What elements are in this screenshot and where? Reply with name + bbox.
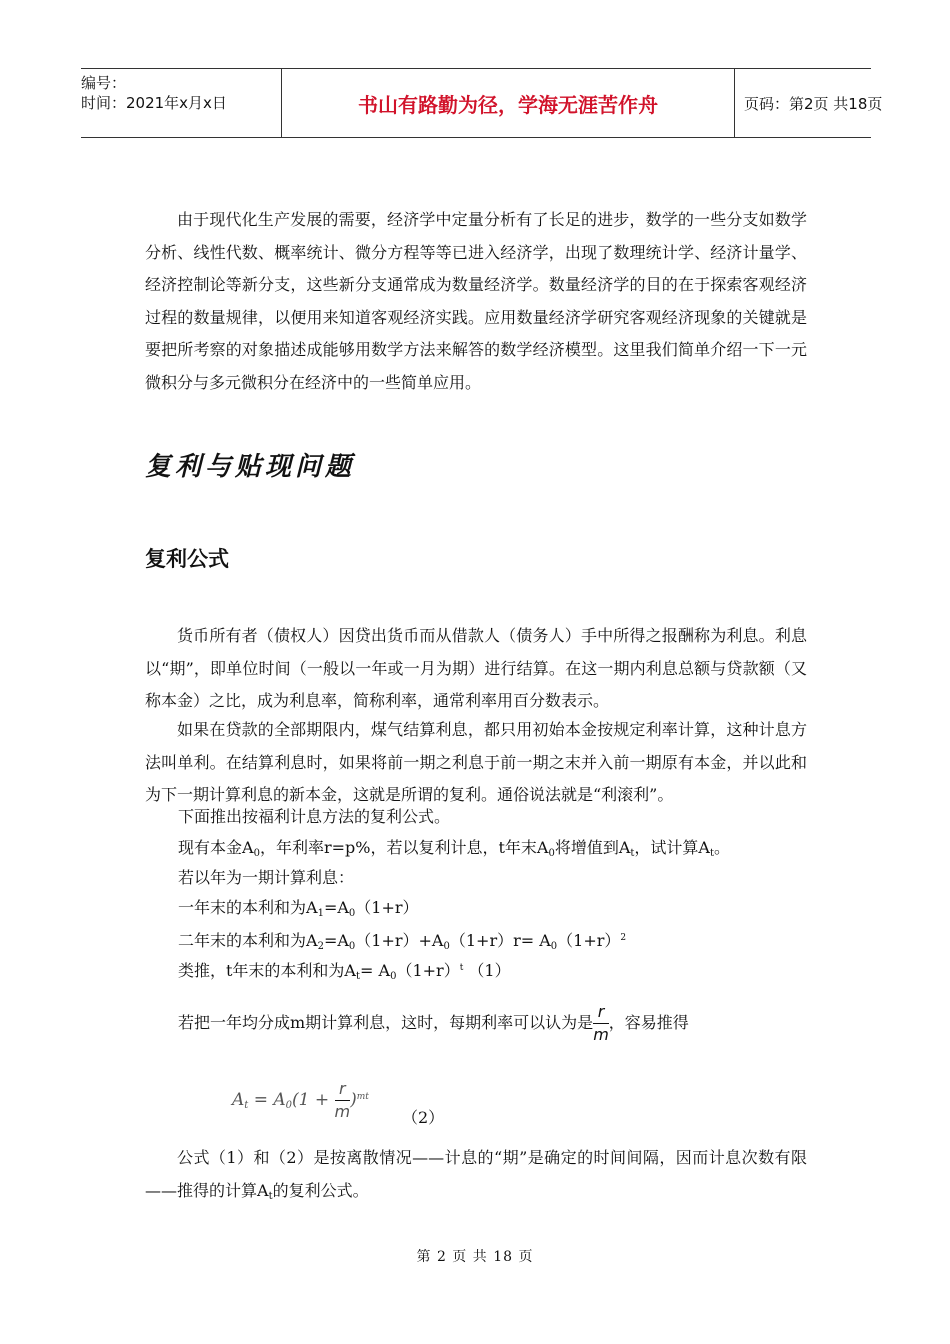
fraction: $\frac{r}{m}$ — [593, 1002, 609, 1044]
intro-paragraph: 由于现代化生产发展的需要，经济学中定量分析有了长足的进步，数学的一些分支如数学分析、线性代数、概率统计、微分方程等等已进入经济学，出现了数理统计学、经济计量学、经济控制论等新分支，这些新分支通常成为数量经济学。数量经济学的目的在于探索客观经济过程的数量规律，以便用来知道客观经济实践。应用数量经济学研究客观经济现象的关键就是要把所考察的对象描述成能够用数学方法来解答的数学经济模型。这里我们简单介绍一下一元微积分与多元微积分在经济中的一些简单应用。 — [145, 210, 807, 392]
subsection-heading: 复利公式 — [145, 547, 229, 571]
compound-paragraph: 如果在贷款的全部期限内，煤气结算利息，都只用初始本金按规定利率计算，这种计息方法叫单利。在结算利息时，如果将前一期之利息于前一期之末并入前一期原有本金，并以此和为下一期计算利息的新本金，这就是所谓的复利。通俗说法就是“利滚利”。 — [145, 720, 807, 804]
year2-line: 二年末的本利和为$A_2=A_0(1+r)+A_0(1+r)r= A_0(1+r)^2$ — [178, 931, 627, 952]
formula-2-tag: （2） — [402, 1108, 445, 1127]
header-page-info: 页码：第2页 共18页 — [744, 94, 883, 113]
header-divider — [734, 69, 735, 137]
formula-2: $A_t = A_0(1$ + $\frac{r}{m}$ )$^{mt}$ — [232, 1079, 369, 1121]
interest-paragraph: 货币所有者（债权人）因贷出货币而从借款人（债务人）手中所得之报酬称为利息。利息以“期”，即单位时间（一般以一年或一月为期）进行结算。在这一期内利息总额与贷款额（又称本金）之比，成为利息率，简称利率，通常利率用百分数表示。 — [145, 626, 807, 710]
yeart-line: 类推，t年末的本利和为$A_t= A_0(1+r)^t$ （1） — [178, 961, 511, 982]
time-label: 时间：2021年x月x日 — [81, 94, 227, 112]
period-line: 若以年为一期计算利息： — [178, 868, 355, 887]
header-motto: 书山有路勤为径，学海无涯苦作舟 — [358, 92, 658, 117]
section-heading: 复利与贴现问题 — [145, 452, 356, 482]
conclusion-paragraph: 公式（1）和（2）是按离散情况——计息的“期”是确定的时间间隔，因而计息次数有限——推得的计算$A_t$的复利公式。 — [145, 1148, 807, 1202]
derive-line: 下面推出按福利计息方法的复利公式。 — [178, 807, 451, 826]
page-footer: 第 2 页 共 18 页 — [416, 1249, 534, 1265]
year1-line: 一年末的本利和为$A_1=A_0(1+r)$ — [178, 898, 419, 919]
header-meta — [81, 69, 281, 137]
mperiod-line: 若把一年均分成m期计算利息，这时，每期利率可以认为是 $\frac{r}{m}$ ，容易推得 — [178, 1002, 689, 1044]
fraction: $\frac{r}{m}$ — [334, 1079, 351, 1121]
given-line: 现有本金$A_0$，年利率r=p%，若以复利计息，t年末$A_0$将增值到$A_t$，试计算$A_t$。 — [178, 838, 731, 859]
page-header — [81, 68, 883, 138]
number-label: 编号： — [81, 74, 127, 92]
